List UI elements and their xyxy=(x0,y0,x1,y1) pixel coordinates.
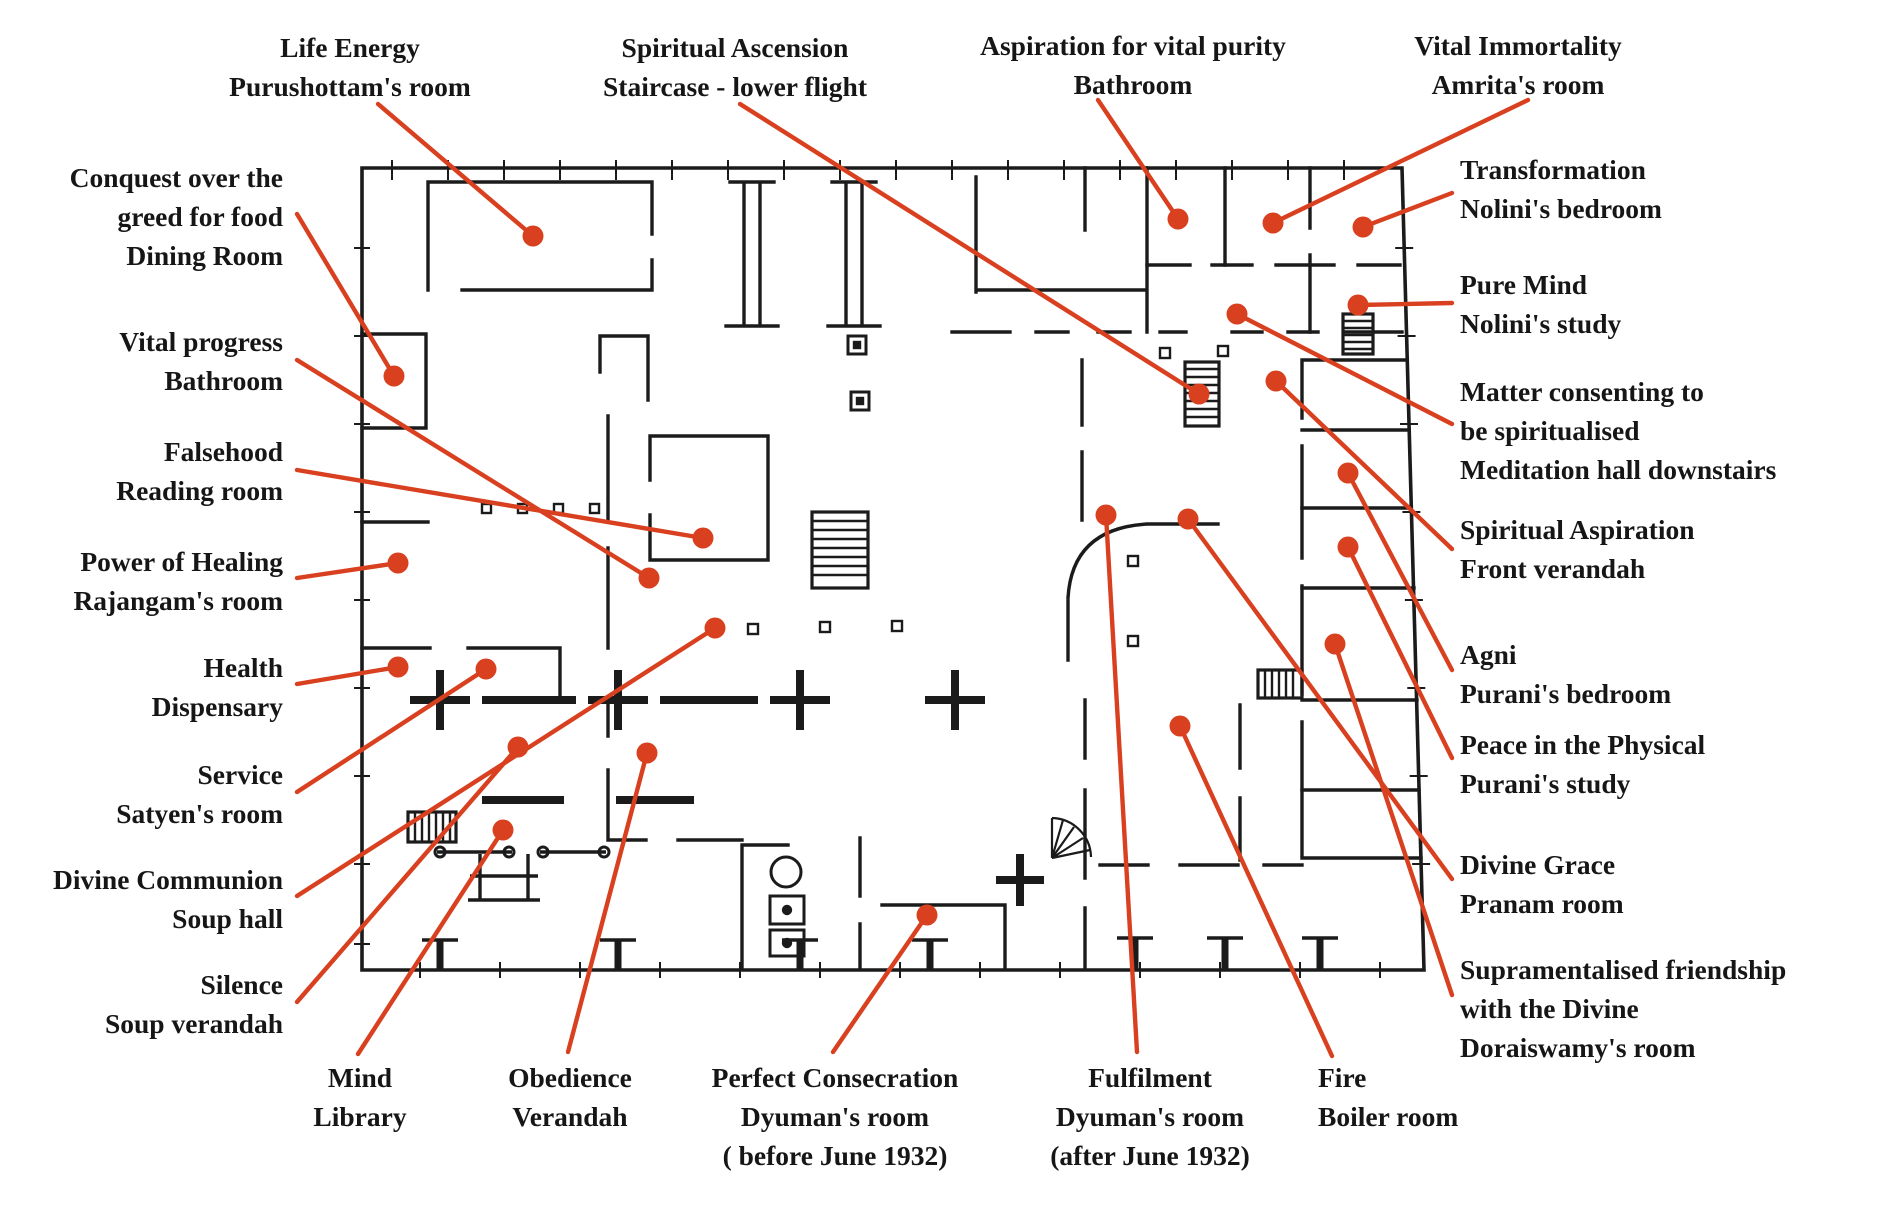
leader-line-aspiration-vital-purity xyxy=(1098,100,1178,219)
label-vital-progress-line-2: Bathroom xyxy=(164,365,283,396)
label-spiritual-ascension-line-2: Staircase - lower flight xyxy=(602,71,868,102)
label-service-line-2: Satyen's room xyxy=(116,798,283,829)
staircase-hatch xyxy=(408,314,1373,858)
label-divine-grace-line-2: Pranam room xyxy=(1460,888,1624,919)
leader-line-falsehood xyxy=(297,470,703,538)
label-fulfilment-line-1: Fulfilment xyxy=(1088,1062,1212,1093)
label-supramentalised-friendship xyxy=(1460,950,1786,1067)
room-dot-perfect-consecration xyxy=(917,905,938,926)
leader-line-power-of-healing xyxy=(297,563,398,578)
leader-line-mind-library xyxy=(358,830,503,1054)
label-health-line-1: Health xyxy=(203,652,283,683)
label-supramentalised-friendship-line-3: Doraiswamy's room xyxy=(1460,1032,1696,1063)
label-vital-immortality xyxy=(1414,26,1621,104)
label-matter-consenting-line-2: be spiritualised xyxy=(1460,415,1640,446)
label-transformation xyxy=(1460,150,1662,228)
label-health xyxy=(152,648,283,726)
label-fire-line-1: Fire xyxy=(1318,1062,1367,1093)
label-perfect-consecration-line-1: Perfect Consecration xyxy=(711,1062,959,1093)
label-agni-line-2: Purani's bedroom xyxy=(1460,678,1672,709)
label-conquest-greed-food xyxy=(70,158,283,275)
label-falsehood-line-2: Reading room xyxy=(116,475,283,506)
label-spiritual-aspiration-line-2: Front verandah xyxy=(1460,553,1646,584)
label-vital-progress xyxy=(119,322,283,400)
label-fire-line-2: Boiler room xyxy=(1318,1101,1459,1132)
label-life-energy xyxy=(229,28,471,106)
label-silence xyxy=(105,965,283,1043)
room-dot-power-of-healing xyxy=(388,553,409,574)
label-peace-in-the-physical-line-2: Purani's study xyxy=(1460,768,1631,799)
room-dot-supramentalised-friendship xyxy=(1325,634,1346,655)
label-matter-consenting-line-3: Meditation hall downstairs xyxy=(1460,454,1777,485)
label-fulfilment-line-3: (after June 1932) xyxy=(1050,1140,1250,1171)
label-silence-line-2: Soup verandah xyxy=(104,1008,283,1039)
leader-line-service xyxy=(297,669,486,792)
leader-line-vital-progress xyxy=(297,360,649,578)
label-divine-communion-line-1: Divine Communion xyxy=(53,864,283,895)
leader-line-agni xyxy=(1348,473,1452,670)
label-spiritual-aspiration xyxy=(1460,510,1695,588)
label-transformation-line-2: Nolini's bedroom xyxy=(1460,193,1662,224)
room-dot-spiritual-ascension xyxy=(1189,384,1210,405)
room-dot-obedience xyxy=(637,743,658,764)
room-dot-vital-immortality xyxy=(1263,213,1284,234)
label-pure-mind xyxy=(1460,265,1621,343)
label-divine-communion xyxy=(53,860,283,938)
column-rows xyxy=(414,674,1040,902)
label-conquest-greed-food-line-3: Dining Room xyxy=(126,240,283,271)
label-peace-in-the-physical xyxy=(1460,725,1705,803)
label-obedience-line-1: Obedience xyxy=(508,1062,632,1093)
leader-line-life-energy xyxy=(378,104,533,236)
room-dot-peace-in-the-physical xyxy=(1338,537,1359,558)
label-vital-immortality-line-2: Amrita's room xyxy=(1431,69,1605,100)
room-dot-spiritual-aspiration xyxy=(1266,371,1287,392)
label-fulfilment xyxy=(1050,1058,1250,1175)
label-perfect-consecration-line-2: Dyuman's room xyxy=(740,1101,930,1132)
leader-lines xyxy=(297,100,1528,1056)
label-silence-line-1: Silence xyxy=(200,969,283,1000)
label-conquest-greed-food-line-2: greed for food xyxy=(117,201,283,232)
label-aspiration-vital-purity-line-1: Aspiration for vital purity xyxy=(980,30,1286,61)
label-spiritual-ascension-line-1: Spiritual Ascension xyxy=(621,32,849,63)
room-dot-service xyxy=(476,659,497,680)
label-agni-line-1: Agni xyxy=(1460,639,1517,670)
room-dot-divine-grace xyxy=(1178,509,1199,530)
label-divine-communion-line-2: Soup hall xyxy=(172,903,283,934)
leader-line-perfect-consecration xyxy=(833,915,927,1052)
label-life-energy-line-2: Purushottam's room xyxy=(229,71,471,102)
leader-line-health xyxy=(297,667,398,684)
label-supramentalised-friendship-line-1: Supramentalised friendship xyxy=(1460,954,1787,985)
room-dot-matter-consenting xyxy=(1227,304,1248,325)
label-service xyxy=(116,755,283,833)
label-matter-consenting xyxy=(1460,372,1776,489)
label-spiritual-ascension xyxy=(603,28,867,106)
label-power-of-healing-line-1: Power of Healing xyxy=(80,546,283,577)
label-power-of-healing-line-2: Rajangam's room xyxy=(73,585,283,616)
label-health-line-2: Dispensary xyxy=(151,691,283,722)
leader-line-pure-mind xyxy=(1358,303,1452,305)
label-peace-in-the-physical-line-1: Peace in the Physical xyxy=(1460,729,1706,760)
label-mind-library xyxy=(313,1058,406,1136)
label-fulfilment-line-2: Dyuman's room xyxy=(1055,1101,1245,1132)
label-mind-library-line-2: Library xyxy=(313,1101,407,1132)
label-aspiration-vital-purity xyxy=(980,26,1286,104)
label-supramentalised-friendship-line-2: with the Divine xyxy=(1460,993,1639,1024)
room-dot-silence xyxy=(508,737,529,758)
label-divine-grace xyxy=(1460,845,1624,923)
label-life-energy-line-1: Life Energy xyxy=(280,32,420,63)
label-obedience-line-2: Verandah xyxy=(512,1101,628,1132)
inner-walls xyxy=(362,168,1421,968)
room-dot-divine-communion xyxy=(705,618,726,639)
leader-line-supramentalised-friendship xyxy=(1335,644,1452,995)
label-fire xyxy=(1318,1058,1458,1136)
label-aspiration-vital-purity-line-2: Bathroom xyxy=(1073,69,1193,100)
label-pure-mind-line-2: Nolini's study xyxy=(1460,308,1622,339)
fixtures xyxy=(435,336,1228,956)
label-conquest-greed-food-line-1: Conquest over the xyxy=(69,162,283,193)
label-perfect-consecration xyxy=(712,1058,959,1175)
room-dot-mind-library xyxy=(493,820,514,841)
label-perfect-consecration-line-3: ( before June 1932) xyxy=(722,1140,948,1171)
room-dot-conquest-greed-food xyxy=(384,366,405,387)
label-agni xyxy=(1460,635,1671,713)
label-falsehood xyxy=(116,432,283,510)
label-obedience xyxy=(508,1058,632,1136)
room-dot-aspiration-vital-purity xyxy=(1168,209,1189,230)
room-dot-life-energy xyxy=(523,226,544,247)
label-vital-immortality-line-1: Vital Immortality xyxy=(1414,30,1622,61)
room-dot-falsehood xyxy=(693,528,714,549)
leader-line-conquest-greed-food xyxy=(297,214,394,376)
room-dot-fulfilment xyxy=(1096,505,1117,526)
label-mind-library-line-1: Mind xyxy=(327,1062,393,1093)
label-falsehood-line-1: Falsehood xyxy=(163,436,283,467)
room-dot-pure-mind xyxy=(1348,295,1369,316)
room-dot-fire xyxy=(1170,716,1191,737)
label-pure-mind-line-1: Pure Mind xyxy=(1460,269,1588,300)
label-vital-progress-line-1: Vital progress xyxy=(119,326,283,357)
leader-line-transformation xyxy=(1363,193,1452,227)
room-dot-vital-progress xyxy=(639,568,660,589)
window-ticks xyxy=(354,160,1430,978)
label-matter-consenting-line-1: Matter consenting to xyxy=(1460,376,1704,407)
room-dot-health xyxy=(388,657,409,678)
label-divine-grace-line-1: Divine Grace xyxy=(1460,849,1616,880)
label-power-of-healing xyxy=(73,542,283,620)
label-service-line-1: Service xyxy=(197,759,283,790)
bottom-wall-tee-caps xyxy=(422,938,1338,940)
room-dot-agni xyxy=(1338,463,1359,484)
label-spiritual-aspiration-line-1: Spiritual Aspiration xyxy=(1460,514,1695,545)
leader-line-fire xyxy=(1180,726,1332,1056)
room-dot-transformation xyxy=(1353,217,1374,238)
bottom-wall-tees xyxy=(440,940,1320,968)
label-transformation-line-1: Transformation xyxy=(1460,154,1646,185)
